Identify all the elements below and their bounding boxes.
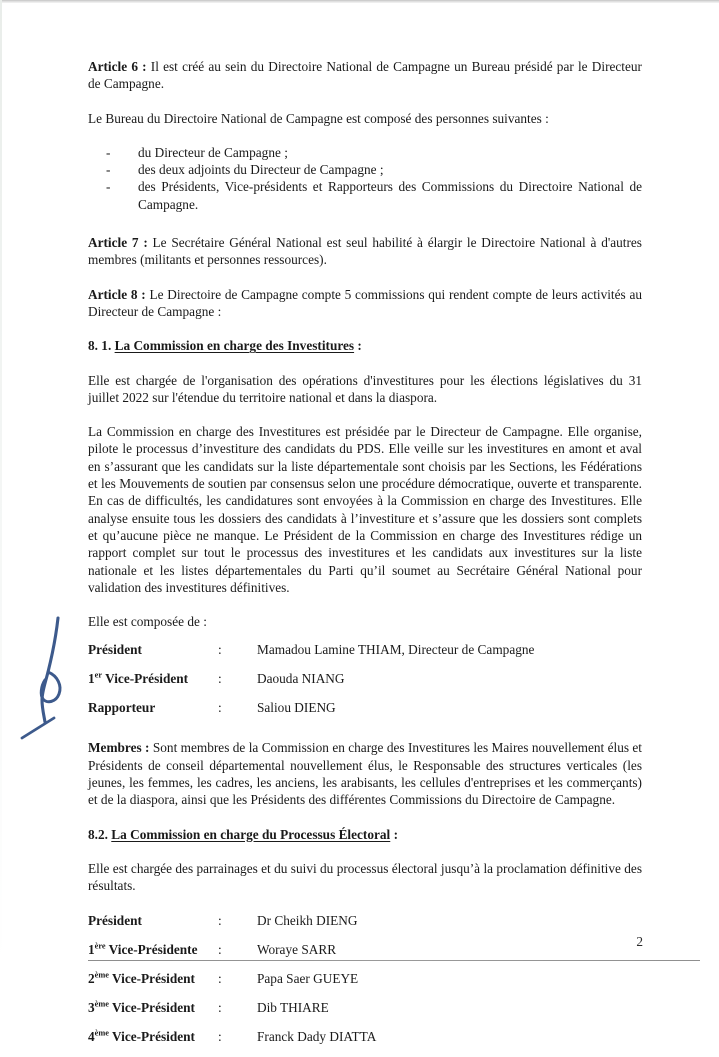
roster-person: Dr Cheikh DIENG	[257, 912, 358, 928]
list-item-label: des deux adjoints du Directeur de Campagne ;	[138, 162, 384, 178]
roster-role-ordinal: ème	[94, 1028, 109, 1038]
roster-role-text: 4	[88, 1028, 95, 1044]
table-row	[88, 641, 642, 670]
roster-person: Mamadou Lamine THIAM, Directeur de Campagne	[257, 642, 535, 658]
article-6-label: Article 6 :	[88, 59, 147, 74]
membres-text: Sont membres de la Commission en charge des Investitures les Maires nouvellement élus et Présidents de conseil départemental nouvellement élus, le Responsable des structures verticales (les jeunes, les femmes, les cadres, les anciens, les arabisants, les cellules d'entreprises et les commerçants) et de la diaspora, ainsi que les Présidents des différentes Commissions du Directoire de Campagne.	[88, 740, 642, 808]
spacer	[88, 728, 642, 739]
section-8-2-colon: :	[393, 826, 399, 842]
page-number: 2	[636, 934, 643, 949]
roster-role-text: 3	[88, 999, 95, 1015]
table-row	[88, 699, 642, 728]
roster-person: Dib THIARE	[257, 999, 329, 1015]
section-8-1-heading	[88, 337, 642, 354]
scan-left-edge-artifact	[0, 0, 2, 966]
section-8-1-colon: :	[357, 338, 362, 354]
roster-person: Woraye SARR	[257, 941, 337, 957]
roster-role	[88, 999, 218, 1028]
section-8-1-body: La Commission en charge des Investitures est présidée par le Directeur de Campagne. Elle organise, pilote le processus d’investiture des candidats du PDS. Elle veille sur les investitures en amont et aval en s’assurant que les candidats sur la liste départementale sont choisis par les Sections, les Fédérations et les Mouvements de soutien par consensus selon une procédure démocratique, ouverte et transparente. En cas de difficultés, les candidatures sont envoyées à la Commission en charge des Investitures. Elle analyse ensuite tous les dossiers des candidats à l’investiture et s’assure que les dossiers sont complets et qu’aucune pièce ne manque. Le Président de la Commission en charge des Investitures rédige un rapport complet sur tout le processus des investitures et les candidats aux investitures sur la liste nationale et les listes départementales du Parti qu’il soumet au Secrétaire Général National pour validation des investitures définitives.	[88, 424, 642, 595]
roster-role-tail: Vice-Président	[108, 970, 195, 986]
roster-role	[88, 1028, 218, 1057]
roster-role-ordinal: er	[94, 671, 103, 680]
spacer	[88, 630, 642, 641]
roster-role-text: 1	[88, 671, 95, 687]
spacer	[88, 596, 642, 613]
roster-role-tail: Vice-Président	[108, 999, 195, 1015]
roster-separator: :	[218, 970, 222, 986]
section-8-2-intro: Elle est chargée des parrainages et du suivi du processus électoral jusqu’à la proclamation définitive des résultats.	[88, 860, 642, 894]
bureau-intro-paragraph: Le Bureau du Directoire National de Campagne est composé des personnes suivantes :	[88, 110, 549, 126]
roster-person: Papa Saer GUEYE	[257, 970, 359, 986]
roster-role-text: 2	[88, 970, 95, 986]
section-8-2-title: La Commission en charge du Processus Électoral	[111, 826, 391, 842]
list-item-label: du Directeur de Campagne ;	[138, 144, 288, 160]
roster-separator: :	[218, 941, 222, 957]
list-item	[88, 144, 642, 161]
list-item-label: des Présidents, Vice-présidents et Rapporteurs des Commissions du Directoire National de Campagne.	[138, 179, 642, 212]
list-item	[88, 178, 642, 213]
article-6-text: Il est créé au sein du Directoire National de Campagne un Bureau présidé par le Directeur de Campagne.	[88, 59, 642, 92]
spacer	[88, 809, 642, 826]
article-8-label: Article 8 :	[88, 286, 146, 302]
roster-role	[88, 670, 218, 699]
spacer	[88, 843, 642, 860]
roster-separator: :	[218, 671, 222, 687]
roster-separator: :	[218, 642, 222, 658]
spacer	[88, 406, 642, 423]
dash-bullet-icon: -	[106, 162, 111, 178]
article-8-text: Le Directoire de Campagne compte 5 commissions qui rendent compte de leurs activités au Directeur de Campagne :	[88, 286, 642, 319]
table-row	[88, 999, 642, 1028]
article-7-paragraph	[88, 234, 642, 269]
page-content	[88, 58, 642, 1057]
roster-role-text: 1	[88, 941, 95, 957]
roster-separator: :	[218, 912, 222, 928]
article-7-text: Le Secrétaire Général National est seul habilité à élargir le Directoire National à d'autres membres (militants et personnes ressources).	[88, 235, 642, 268]
roster-role-text: Président	[88, 912, 142, 928]
roster-role-text: Rapporteur	[88, 700, 156, 716]
roster-role-tail: Vice-Président	[108, 1028, 195, 1044]
spacer	[88, 320, 642, 337]
table-row	[88, 970, 642, 999]
scan-top-edge-artifact	[0, 0, 719, 3]
table-row	[88, 670, 642, 699]
dash-bullet-icon: -	[106, 144, 111, 160]
roster-role	[88, 699, 218, 728]
bureau-members-list	[88, 144, 642, 213]
roster-person: Saliou DIENG	[257, 700, 336, 716]
membres-label: Membres :	[88, 740, 150, 756]
article-8-paragraph	[88, 286, 642, 321]
roster-person: Daouda NIANG	[257, 671, 345, 687]
list-item	[88, 161, 642, 178]
handwritten-paraph-annotation	[12, 600, 92, 740]
roster-role-ordinal: ème	[94, 970, 109, 980]
spacer	[88, 895, 642, 912]
spacer	[88, 127, 642, 144]
spacer	[88, 213, 642, 234]
section-8-1-composition-intro: Elle est composée de :	[88, 614, 207, 630]
spacer	[88, 355, 642, 372]
roster-separator: :	[218, 700, 222, 716]
roster-role-tail: Vice-Présidente	[105, 941, 198, 957]
roster-role-ordinal: ère	[94, 941, 106, 951]
table-row	[88, 1028, 642, 1057]
roster-separator: :	[218, 1028, 222, 1044]
article-7-label: Article 7 :	[88, 235, 148, 251]
section-8-1-number: 8. 1.	[88, 338, 112, 354]
roster-role	[88, 641, 218, 670]
section-8-1-intro: Elle est chargée de l'organisation des opérations d'investitures pour les élections législatives du 31 juillet 2022 sur l'étendue du territoire national et dans la diaspora.	[88, 372, 642, 405]
roster-role-tail: Vice-Président	[102, 671, 189, 687]
roster-role-text: Président	[88, 642, 142, 658]
section-8-1-title: La Commission en charge des Investitures	[114, 338, 355, 354]
spacer	[88, 269, 642, 286]
spacer	[88, 93, 642, 110]
section-8-2-number: 8.2.	[88, 826, 108, 842]
roster-table-investitures	[88, 641, 642, 728]
membres-paragraph	[88, 739, 642, 808]
roster-role	[88, 970, 218, 999]
footer-divider	[88, 960, 700, 961]
dash-bullet-icon: -	[106, 179, 111, 195]
section-8-2-heading	[88, 826, 642, 843]
roster-role-ordinal: ème	[94, 999, 109, 1009]
roster-person: Franck Dady DIATTA	[257, 1028, 377, 1044]
roster-separator: :	[218, 999, 222, 1015]
article-6-paragraph	[88, 58, 642, 93]
